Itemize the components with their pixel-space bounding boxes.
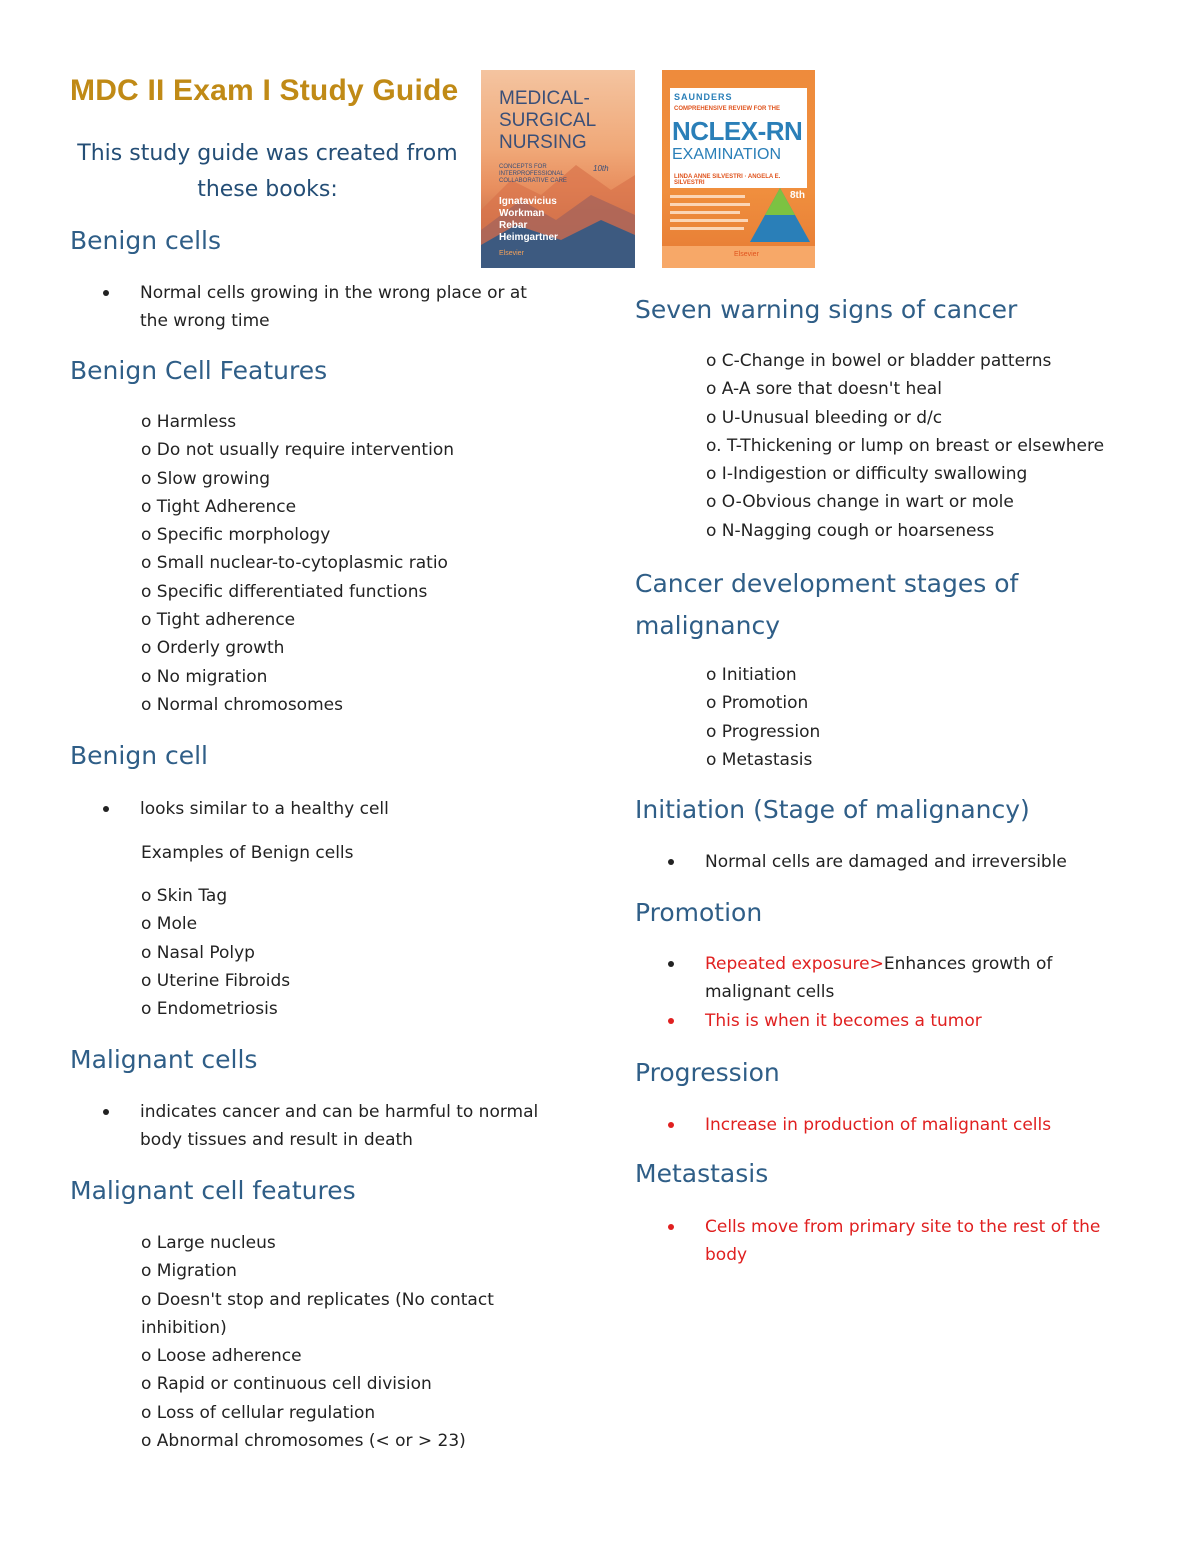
list-item: inhibition) (141, 1317, 227, 1338)
book2-subtitle: COMPREHENSIVE REVIEW FOR THE (674, 106, 781, 112)
heading-initiation: Initiation (Stage of malignancy) (635, 795, 1030, 824)
book1-publisher: Elsevier (499, 250, 524, 257)
list-item (635, 950, 1085, 1007)
bullet-icon (668, 1224, 674, 1230)
book1-author: Heimgartner (499, 232, 558, 243)
book2-publisher: Elsevier (734, 251, 759, 258)
list-item: o Small nuclear-to-cytoplasmic ratio (141, 553, 448, 574)
book1-title-2: SURGICAL (499, 110, 597, 131)
book1-author: Ignatavicius (499, 196, 557, 207)
list-item: Normal cells are damaged and irreversible (635, 848, 1155, 876)
list-item: o O-Obvious change in wart or mole (706, 492, 1014, 513)
heading-benign-cell-features: Benign Cell Features (70, 356, 328, 385)
list-item: This is when it becomes a tumor (635, 1007, 1085, 1035)
promotion-list (635, 950, 1085, 1035)
examples-label: Examples of Benign cells (141, 843, 354, 863)
list-item: o No migration (141, 666, 268, 687)
malignant-features-list (141, 1229, 494, 1455)
list-item: o U-Unusual bleeding or d/c (706, 407, 943, 428)
book-cover-medical-surgical-nursing (481, 70, 635, 268)
book2-title: NCLEX-RN (672, 116, 803, 146)
list-item: o Specific morphology (141, 525, 331, 546)
list-item: o Loss of cellular regulation (141, 1402, 376, 1423)
list-item: o Endometriosis (141, 999, 278, 1020)
benign-cells-list (70, 279, 550, 336)
list-item: o Rapid or continuous cell division (141, 1374, 432, 1395)
promotion-rest-text: Enhances growth of malignant cells (705, 954, 1053, 1003)
list-item: o Initiation (706, 665, 797, 685)
list-item: o Specific differentiated functions (141, 581, 428, 602)
list-item: o N-Nagging cough or hoarseness (706, 520, 995, 541)
heading-progression: Progression (635, 1058, 780, 1087)
list-item: o Metastasis (706, 749, 813, 770)
list-item: o Nasal Polyp (141, 942, 255, 963)
book2-authors: LINDA ANNE SILVESTRI · ANGELA E. SILVESTRI (674, 174, 781, 186)
list-item: o Doesn't stop and replicates (No contact (141, 1289, 494, 1310)
list-item: Normal cells growing in the wrong place or at the wrong time (70, 279, 550, 336)
development-stages-list (706, 661, 820, 774)
promotion-red-text: Repeated exposure> (705, 954, 884, 974)
list-item: o A-A sore that doesn't heal (706, 379, 942, 400)
list-item: o Mole (141, 914, 198, 935)
list-item: o Large nucleus (141, 1233, 276, 1253)
heading-development-stages: Cancer development stages of malignancy (635, 569, 1019, 640)
list-item: o Uterine Fibroids (141, 970, 291, 991)
initiation-list (635, 848, 1155, 876)
list-item: o. T-Thickening or lump on breast or elsewhere (706, 435, 1105, 456)
list-item: o Loose adherence (141, 1346, 302, 1367)
book2-title2: EXAMINATION (672, 146, 782, 163)
heading-malignant-cells: Malignant cells (70, 1045, 258, 1074)
list-item: o Tight Adherence (141, 496, 297, 517)
heading-warning-signs: Seven warning signs of cancer (635, 295, 1018, 324)
book1-title-3: NURSING (499, 132, 587, 153)
list-item: o Slow growing (141, 468, 271, 489)
list-item: o Abnormal chromosomes (< or > 23) (141, 1431, 466, 1452)
list-item: o Harmless (141, 412, 237, 432)
bullet-icon (103, 290, 109, 296)
book-cover-nclex-rn (662, 70, 815, 268)
list-item: o C-Change in bowel or bladder patterns (706, 351, 1052, 371)
heading-metastasis: Metastasis (635, 1159, 769, 1188)
benign-examples-list (141, 882, 290, 1023)
book1-author: Rebar (499, 220, 528, 231)
pyramid-art (662, 70, 815, 268)
book1-subtitle: CONCEPTS FOR INTERPROFESSIONAL COLLABORATIVE CARE (499, 164, 567, 184)
list-item: o Progression (706, 721, 821, 742)
list-item: o I-Indigestion or difficulty swallowing (706, 464, 1028, 485)
benign-features-list (141, 408, 454, 719)
book1-edition: 10th (593, 164, 609, 173)
list-item: indicates cancer and can be harmful to normal body tissues and result in death (70, 1098, 550, 1155)
list-item: o Promotion (706, 693, 809, 714)
bullet-icon (668, 859, 674, 865)
bullet-icon (668, 1122, 674, 1128)
heading-promotion: Promotion (635, 898, 763, 927)
bullet-icon (103, 1109, 109, 1115)
progression-list (635, 1111, 1155, 1139)
list-item: looks similar to a healthy cell (70, 795, 550, 823)
bullet-icon (668, 961, 674, 967)
list-item: o Orderly growth (141, 638, 285, 659)
heading-benign-cell: Benign cell (70, 741, 209, 770)
book1-title-1: MEDICAL- (499, 88, 590, 109)
intro-text: This study guide was created from these books: (77, 141, 458, 202)
page-title: MDC II Exam I Study Guide (70, 74, 459, 107)
heading-benign-cells: Benign cells (70, 226, 222, 255)
list-item: Increase in production of malignant cells (635, 1111, 1155, 1139)
malignant-cells-list (70, 1098, 550, 1155)
list-item: o Tight adherence (141, 610, 296, 631)
list-item: o Migration (141, 1261, 237, 1282)
book2-edition: 8th (790, 190, 805, 201)
book2-publisher-top: SAUNDERS (674, 92, 733, 102)
list-item: o Skin Tag (141, 886, 228, 906)
book1-author: Workman (499, 208, 545, 219)
list-item: Cells move from primary site to the rest of the body (635, 1213, 1135, 1270)
list-item: o Do not usually require intervention (141, 440, 454, 461)
bullet-icon (668, 1018, 674, 1024)
heading-malignant-cell-features: Malignant cell features (70, 1176, 356, 1205)
list-item: o Normal chromosomes (141, 694, 343, 715)
bullet-icon (103, 806, 109, 812)
benign-cell-list (70, 795, 550, 823)
metastasis-list (635, 1213, 1135, 1270)
warning-signs-list (706, 347, 1104, 545)
